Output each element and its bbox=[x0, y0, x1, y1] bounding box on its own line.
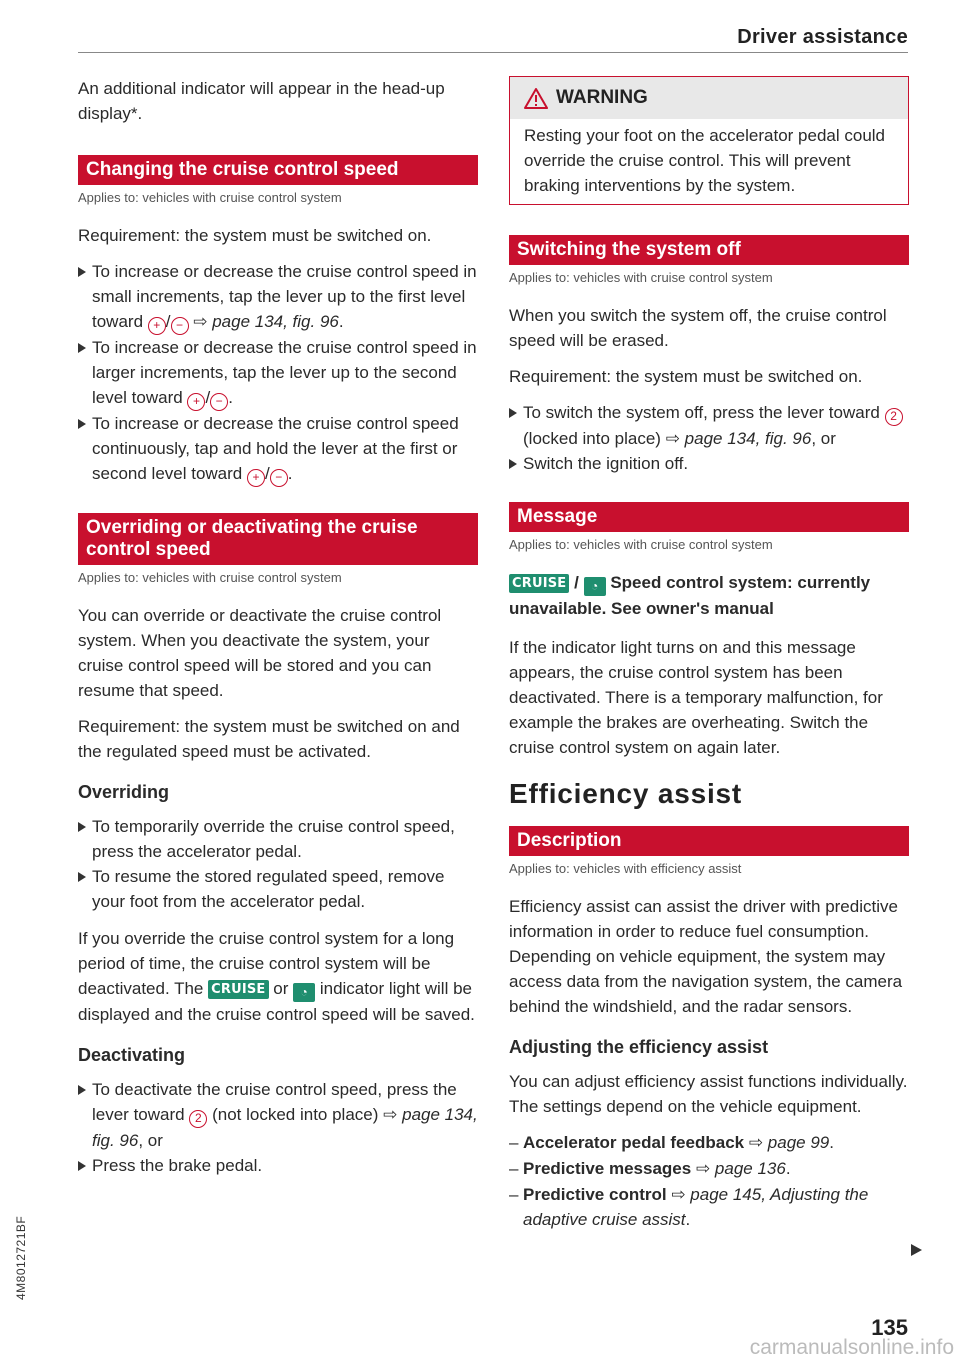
watermark: carmanualsonline.info bbox=[749, 1336, 954, 1359]
requirement: Requirement: the system must be switched on. bbox=[509, 367, 863, 386]
section-title-switching-off: Switching the system off bbox=[509, 235, 909, 265]
warning-triangle-icon bbox=[524, 87, 548, 109]
step-item: To deactivate the cruise control speed, press the lever toward 2 (not locked into place) ⇨ page 134, fig. 96, or bbox=[78, 1077, 478, 1153]
step-list bbox=[78, 259, 478, 487]
applies-to: Applies to: vehicles with cruise control system bbox=[78, 570, 342, 585]
settings-list bbox=[509, 1130, 909, 1232]
continue-arrow-icon bbox=[911, 1244, 922, 1256]
minus-icon: − bbox=[171, 317, 189, 335]
step-item: To temporarily override the cruise control speed, press the accelerator pedal. bbox=[78, 814, 478, 864]
page-reference-link[interactable]: ⇨ page 99 bbox=[748, 1133, 830, 1152]
page-number: 135 bbox=[871, 1315, 908, 1340]
applies-to: Applies to: vehicles with cruise control system bbox=[509, 270, 773, 285]
step-item: To resume the stored regulated speed, remove your foot from the accelerator pedal. bbox=[78, 864, 478, 914]
speedometer-indicator-icon: ◔ bbox=[293, 983, 315, 1002]
paragraph: Efficiency assist can assist the driver with predictive information in order to reduce fuel consumption. Depending on vehicle equipment, the system may access data from the navigation system, the camera behind the windshield, and the radar sensors. bbox=[509, 897, 903, 1016]
list-item: – Accelerator pedal feedback ⇨ page 99. bbox=[509, 1130, 909, 1155]
warning-text: Resting your foot on the accelerator pedal could override the cruise control. This will prevent braking interventions by the system. bbox=[524, 126, 886, 195]
list-item: – Predictive messages ⇨ page 136. bbox=[509, 1156, 909, 1181]
list-item: – Predictive control ⇨ page 145, Adjusting the adaptive cruise assist. bbox=[509, 1182, 909, 1232]
section-title-changing-speed: Changing the cruise control speed bbox=[78, 155, 478, 185]
page-reference-link[interactable]: ⇨ page 136 bbox=[695, 1159, 786, 1178]
subheading-overriding: Overriding bbox=[78, 782, 170, 802]
number-2-icon: 2 bbox=[885, 408, 903, 426]
minus-icon: − bbox=[210, 393, 228, 411]
step-item: Press the brake pedal. bbox=[78, 1153, 478, 1178]
page-reference-link[interactable]: ⇨ page 145, Adjusting the adaptive cruise assist bbox=[523, 1185, 869, 1229]
step-item: To increase or decrease the cruise control speed in larger increments, tap the lever up to the second level toward + / − . bbox=[78, 335, 478, 411]
applies-to: Applies to: vehicles with cruise control system bbox=[509, 537, 773, 552]
step-list bbox=[509, 400, 909, 476]
section-title-description: Description bbox=[509, 826, 909, 856]
warning-label: WARNING bbox=[556, 87, 648, 108]
header-divider bbox=[78, 52, 908, 53]
section-title-message: Message bbox=[509, 502, 909, 532]
warning-box bbox=[509, 76, 909, 205]
warning-header bbox=[510, 77, 908, 119]
plus-icon: + bbox=[247, 469, 265, 487]
step-item: To increase or decrease the cruise control speed in small increments, tap the lever up to the first level toward + / − ⇨ page 134, fig. 96. bbox=[78, 259, 478, 335]
speedometer-indicator-icon: ◔ bbox=[584, 577, 606, 596]
page-reference-link[interactable]: ⇨ page 134, fig. 96 bbox=[193, 312, 339, 331]
paragraph: You can override or deactivate the cruise control system. When you deactivate the system, your cruise control speed will be stored and you can resume that speed. bbox=[78, 606, 442, 700]
right-column bbox=[509, 76, 909, 1233]
step-list bbox=[78, 814, 478, 914]
section-title-overriding: Overriding or deactivating the cruise control speed bbox=[78, 513, 478, 565]
subheading-adjusting: Adjusting the efficiency assist bbox=[509, 1037, 769, 1057]
running-header: Driver assistance bbox=[737, 26, 908, 48]
number-2-icon: 2 bbox=[189, 1110, 207, 1128]
chapter-title-efficiency-assist: Efficiency assist bbox=[509, 778, 743, 809]
paragraph: If the indicator light turns on and this message appears, the cruise control system has been deactivated. There is a temporary malfunction, for example the brakes are overheating. Switch the cruise control system on again later. bbox=[509, 638, 883, 757]
plus-icon: + bbox=[148, 317, 166, 335]
step-item: To switch the system off, press the lever toward 2 (locked into place) ⇨ page 134, fig. 96, or bbox=[509, 400, 909, 451]
applies-to: Applies to: vehicles with cruise control system bbox=[78, 190, 342, 205]
plus-icon: + bbox=[187, 393, 205, 411]
page-reference-link[interactable]: ⇨ page 134, fig. 96 bbox=[665, 429, 812, 448]
step-item: To increase or decrease the cruise control speed continuously, tap and hold the lever at the first or second level toward + / − . bbox=[78, 411, 478, 487]
paragraph: If you override the cruise control system for a long period of time, the cruise control system will be deactivated. The CRUISE or ◔ indicator light will be displayed and the cruise control speed will be saved. bbox=[78, 929, 475, 1024]
requirement: Requirement: the system must be switched on and the regulated speed must be activated. bbox=[78, 717, 460, 761]
subheading-deactivating: Deactivating bbox=[78, 1045, 186, 1065]
step-item: Switch the ignition off. bbox=[509, 451, 909, 476]
cruise-indicator-icon: CRUISE bbox=[509, 574, 569, 593]
document-code: 4M8012721BF bbox=[14, 1215, 28, 1300]
paragraph: You can adjust efficiency assist functions individually. The settings depend on the vehicle equipment. bbox=[509, 1072, 908, 1116]
applies-to: Applies to: vehicles with efficiency assist bbox=[509, 861, 742, 876]
intro-paragraph: An additional indicator will appear in the head-up display*. bbox=[78, 79, 445, 123]
page-reference-link[interactable]: ⇨ page 134, fig. 96 bbox=[92, 1105, 478, 1150]
message-title: CRUISE / ◔ Speed control system: currently unavailable. See owner's manual bbox=[509, 573, 871, 618]
paragraph: When you switch the system off, the cruise control speed will be erased. bbox=[509, 306, 887, 350]
left-column bbox=[78, 76, 478, 1190]
cruise-indicator-icon: CRUISE bbox=[208, 980, 268, 999]
step-list bbox=[78, 1077, 478, 1178]
minus-icon: − bbox=[270, 469, 288, 487]
requirement: Requirement: the system must be switched on. bbox=[78, 226, 432, 245]
